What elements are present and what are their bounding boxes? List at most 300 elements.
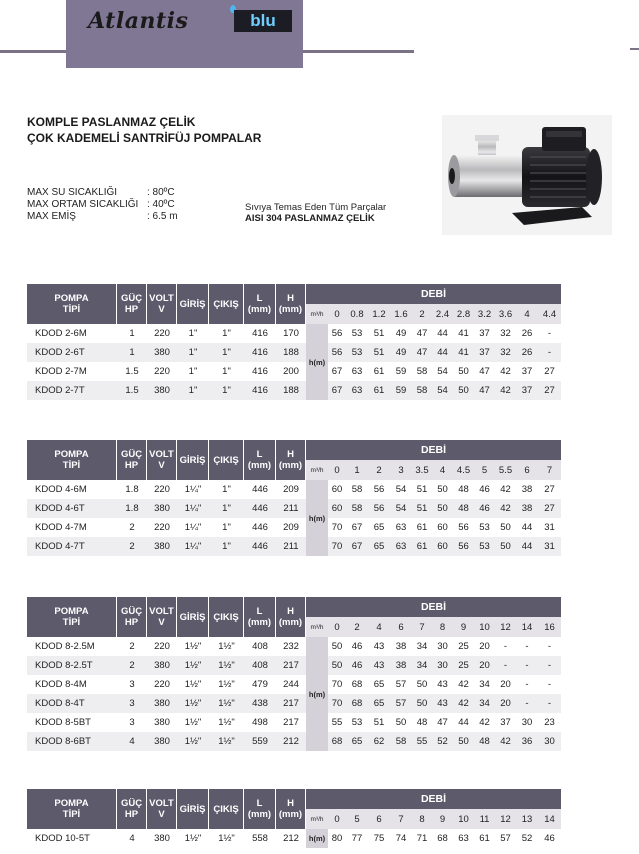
inlet: 1½": [184, 679, 202, 690]
head-value: -: [547, 660, 552, 671]
flow-value: 8: [432, 617, 453, 637]
head-value: 50: [500, 522, 511, 533]
head-value: 68: [351, 698, 363, 709]
head-value: 43: [373, 660, 385, 671]
col-header-cikis: ÇIKIŞ: [209, 789, 244, 829]
head-value: 42: [500, 503, 511, 514]
height-mm: 188: [283, 385, 299, 396]
col-header-pompa: POMPA TİPİ: [27, 284, 117, 324]
head-value: -: [525, 641, 529, 652]
flow-value: 2.8: [453, 304, 474, 324]
flow-value: 5: [346, 809, 368, 829]
head-value: 60: [437, 541, 448, 552]
head-value: 50: [500, 541, 511, 552]
voltage: 380: [154, 698, 170, 709]
height-mm: 217: [283, 698, 299, 709]
head-value: 58: [351, 484, 363, 495]
height-mm: 232: [283, 641, 299, 652]
head-value: 58: [416, 366, 428, 377]
height-mm: 212: [283, 736, 299, 747]
brand-sub: blu: [234, 10, 292, 32]
head-value: 55: [416, 736, 428, 747]
inlet: 1½": [184, 660, 202, 671]
head-value: 70: [331, 541, 343, 552]
voltage: 220: [154, 679, 170, 690]
head-value: 67: [331, 366, 343, 377]
height-mm: 200: [283, 366, 299, 377]
col-header-debi: DEBİ: [306, 284, 561, 304]
head-value: 54: [437, 385, 448, 396]
height-mm: 212: [283, 833, 299, 844]
flow-value: 16: [538, 617, 561, 637]
power-hp: 2: [129, 522, 135, 533]
head-value: 50: [458, 736, 469, 747]
length-mm: 416: [252, 347, 268, 358]
head-value: 50: [416, 698, 428, 709]
outlet: 1½": [218, 833, 235, 844]
head-value: 61: [373, 385, 385, 396]
head-value: 62: [373, 736, 385, 747]
power-hp: 1.5: [125, 366, 139, 377]
head-value: 38: [521, 484, 533, 495]
title-line-1: KOMPLE PASLANMAZ ÇELİK: [27, 115, 196, 129]
spec-label: MAX ORTAM SICAKLIĞI: [27, 199, 139, 210]
col-header-h: H (mm): [276, 284, 306, 324]
inlet: 1½": [184, 833, 202, 844]
head-value: 61: [416, 522, 428, 533]
height-mm: 209: [283, 522, 299, 533]
length-mm: 408: [252, 660, 268, 671]
head-value: 26: [521, 328, 533, 339]
pump-table-kdod-8: [27, 597, 561, 751]
power-hp: 1: [129, 328, 135, 339]
col-header-l: L (mm): [244, 597, 276, 637]
head-value: -: [503, 660, 508, 671]
height-mm: 244: [283, 679, 299, 690]
spec-value: : 40ºC: [147, 199, 175, 210]
flow-value: 2.4: [432, 304, 453, 324]
outlet: 1½": [218, 717, 235, 728]
head-unit: h(m): [306, 829, 328, 848]
length-mm: 479: [252, 679, 268, 690]
inlet: 1¼": [184, 484, 202, 495]
head-value: 42: [479, 717, 490, 728]
col-header-guc: GÜÇ HP: [117, 789, 147, 829]
head-value: 47: [479, 366, 490, 377]
pump-model: KDOD 8-4M: [35, 679, 87, 690]
head-value: 31: [544, 541, 555, 552]
col-header-l: L (mm): [244, 440, 276, 480]
voltage: 380: [154, 833, 170, 844]
head-value: 41: [458, 328, 469, 339]
inlet: 1½": [184, 641, 202, 652]
head-value: 54: [395, 503, 407, 514]
head-value: 50: [437, 484, 448, 495]
power-hp: 3: [129, 698, 135, 709]
head-value: 27: [544, 385, 555, 396]
col-header-h: H (mm): [276, 440, 306, 480]
head-value: 47: [437, 717, 448, 728]
spec-label: MAX EMİŞ: [27, 211, 76, 222]
head-value: 56: [458, 522, 469, 533]
title-line-2: ÇOK KADEMELİ SANTRİFÜJ POMPALAR: [27, 131, 262, 145]
table-row: [27, 537, 561, 556]
head-value: 71: [416, 833, 428, 844]
head-value: 68: [437, 833, 448, 844]
pump-model: KDOD 4-7M: [35, 522, 87, 533]
col-header-guc: GÜÇ HP: [117, 597, 147, 637]
head-value: 30: [437, 660, 448, 671]
head-value: 42: [458, 698, 469, 709]
material-note-line-1: Sıvıya Temas Eden Tüm Parçalar: [245, 202, 387, 213]
table-row: [27, 732, 561, 751]
head-value: 46: [544, 833, 555, 844]
head-value: 63: [395, 522, 407, 533]
head-value: 54: [437, 366, 448, 377]
power-hp: 2: [129, 641, 135, 652]
head-value: 43: [373, 641, 385, 652]
col-header-cikis: ÇIKIŞ: [209, 440, 244, 480]
flow-value: 12: [495, 617, 516, 637]
head-value: 51: [373, 347, 385, 358]
voltage: 220: [154, 522, 170, 533]
head-value: 56: [373, 484, 385, 495]
head-value: 37: [521, 366, 533, 377]
head-value: 50: [437, 503, 448, 514]
inlet: 1": [188, 347, 198, 358]
flow-value: 7: [538, 460, 561, 480]
outlet: 1½": [218, 679, 235, 690]
height-mm: 209: [283, 484, 299, 495]
inlet: 1": [188, 328, 198, 339]
head-value: 59: [395, 366, 407, 377]
head-value: -: [547, 698, 552, 709]
power-hp: 3: [129, 679, 135, 690]
col-header-cikis: ÇIKIŞ: [209, 597, 244, 637]
flow-unit: m³/h: [306, 460, 328, 480]
head-value: 30: [437, 641, 448, 652]
head-value: 27: [544, 484, 555, 495]
head-value: 32: [500, 328, 511, 339]
flow-value: 12: [495, 809, 516, 829]
col-header-debi: DEBİ: [306, 597, 561, 617]
head-value: 53: [351, 717, 363, 728]
head-value: 51: [373, 328, 385, 339]
pump-model: KDOD 8-5BT: [35, 717, 91, 728]
head-value: -: [547, 347, 552, 358]
outlet: 1": [222, 503, 231, 514]
head-value: 41: [458, 347, 469, 358]
height-mm: 188: [283, 347, 299, 358]
flow-value: 3.6: [495, 304, 516, 324]
header-rule-edge: [630, 48, 639, 50]
pump-table-kdod-2: [27, 284, 561, 400]
head-value: 65: [373, 541, 385, 552]
head-value: 42: [500, 385, 511, 396]
head-value: 70: [331, 522, 343, 533]
head-value: 56: [373, 503, 385, 514]
flow-value: 10: [474, 617, 495, 637]
length-mm: 446: [252, 503, 268, 514]
head-value: 32: [500, 347, 511, 358]
head-value: 57: [500, 833, 511, 844]
spec-label: MAX SU SICAKLIĞI: [27, 187, 118, 198]
outlet: 1": [222, 347, 231, 358]
head-value: 37: [479, 347, 490, 358]
spec-value: : 6.5 m: [147, 211, 178, 222]
head-value: 27: [544, 503, 555, 514]
col-header-guc: GÜÇ HP: [117, 284, 147, 324]
flow-value: 1.2: [368, 304, 390, 324]
head-value: 70: [331, 679, 343, 690]
table-row: [27, 637, 561, 656]
head-value: -: [547, 641, 552, 652]
flow-value: 11: [474, 809, 495, 829]
head-value: 20: [500, 698, 511, 709]
head-value: 36: [521, 736, 533, 747]
voltage: 380: [154, 717, 170, 728]
head-value: 57: [395, 679, 407, 690]
flow-value: 3.5: [412, 460, 432, 480]
pump-model: KDOD 2-7M: [35, 366, 87, 377]
table-row: [27, 518, 561, 537]
head-value: 42: [500, 484, 511, 495]
head-value: 53: [479, 541, 490, 552]
voltage: 220: [154, 366, 170, 377]
power-hp: 4: [129, 833, 135, 844]
flow-value: 2: [412, 304, 432, 324]
head-value: 61: [416, 541, 428, 552]
flow-value: 1: [346, 460, 368, 480]
head-value: 48: [479, 736, 490, 747]
table-row: [27, 713, 561, 732]
flow-value: 4: [368, 617, 390, 637]
col-header-h: H (mm): [276, 597, 306, 637]
length-mm: 498: [252, 717, 268, 728]
flow-value: 5.5: [495, 460, 516, 480]
power-hp: 2: [129, 541, 135, 552]
flow-value: 1.6: [390, 304, 412, 324]
head-value: 38: [521, 503, 533, 514]
head-value: 27: [544, 366, 555, 377]
head-value: 20: [479, 641, 490, 652]
table-row: [27, 381, 561, 400]
flow-value: 4: [432, 460, 453, 480]
head-value: 44: [521, 522, 533, 533]
col-header-guc: GÜÇ HP: [117, 440, 147, 480]
head-value: 26: [521, 347, 533, 358]
head-value: 25: [458, 641, 469, 652]
head-value: 46: [351, 641, 363, 652]
head-value: 46: [479, 503, 490, 514]
head-value: 77: [351, 833, 363, 844]
power-hp: 2: [129, 660, 135, 671]
head-value: 53: [351, 347, 363, 358]
head-value: 58: [351, 503, 363, 514]
head-value: 37: [479, 328, 490, 339]
col-header-pompa: POMPA TİPİ: [27, 789, 117, 829]
head-value: 67: [331, 385, 343, 396]
head-value: 20: [479, 660, 490, 671]
head-value: 52: [437, 736, 448, 747]
inlet: 1½": [184, 736, 202, 747]
head-value: 63: [351, 385, 363, 396]
pump-model: KDOD 4-6T: [35, 503, 85, 514]
head-value: 80: [331, 833, 343, 844]
head-value: 44: [458, 717, 469, 728]
head-unit: h(m): [306, 637, 328, 751]
flow-value: 0: [328, 304, 346, 324]
head-value: 37: [500, 717, 511, 728]
col-header-l: L (mm): [244, 284, 276, 324]
head-value: 70: [331, 698, 343, 709]
head-value: 34: [479, 698, 490, 709]
head-value: 67: [351, 541, 363, 552]
flow-value: 14: [516, 617, 538, 637]
pump-model: KDOD 8-4T: [35, 698, 85, 709]
flow-value: 10: [453, 809, 474, 829]
head-value: 53: [479, 522, 490, 533]
col-header-pompa: POMPA TİPİ: [27, 597, 117, 637]
head-value: 60: [331, 484, 343, 495]
flow-value: 9: [432, 809, 453, 829]
head-value: 30: [521, 717, 533, 728]
head-value: 54: [395, 484, 407, 495]
table-row: [27, 656, 561, 675]
head-value: 61: [479, 833, 490, 844]
inlet: 1¼": [184, 522, 202, 533]
col-header-debi: DEBİ: [306, 440, 561, 460]
pump-model: KDOD 2-6T: [35, 347, 85, 358]
inlet: 1": [188, 385, 198, 396]
power-hp: 1.8: [125, 484, 139, 495]
outlet: 1": [222, 328, 231, 339]
spec-value: : 80ºC: [147, 187, 175, 198]
head-value: 34: [479, 679, 490, 690]
col-header-giris: GİRİŞ: [177, 789, 209, 829]
length-mm: 416: [252, 328, 268, 339]
spec-row: [27, 211, 178, 223]
header-rule-right: [302, 50, 414, 53]
head-value: 56: [331, 328, 343, 339]
flow-value: 7: [390, 809, 412, 829]
table-row: [27, 324, 561, 343]
head-value: 49: [395, 328, 407, 339]
col-header-pompa: POMPA TİPİ: [27, 440, 117, 480]
inlet: 1": [188, 366, 198, 377]
head-value: 50: [458, 385, 469, 396]
head-value: 59: [395, 385, 407, 396]
head-value: 65: [373, 522, 385, 533]
head-value: 47: [416, 328, 428, 339]
voltage: 380: [154, 736, 170, 747]
head-unit: h(m): [306, 480, 328, 556]
pump-model: KDOD 8-6BT: [35, 736, 91, 747]
head-value: 56: [458, 541, 469, 552]
head-value: 30: [544, 736, 555, 747]
head-value: 60: [331, 503, 343, 514]
head-value: 74: [395, 833, 407, 844]
flow-value: 5: [474, 460, 495, 480]
col-header-giris: GİRİŞ: [177, 440, 209, 480]
spec-list: [27, 187, 178, 223]
head-value: -: [525, 679, 529, 690]
col-header-volt: VOLT V: [147, 284, 177, 324]
length-mm: 446: [252, 541, 268, 552]
head-value: 48: [458, 503, 469, 514]
col-header-giris: GİRİŞ: [177, 597, 209, 637]
table-row: [27, 675, 561, 694]
head-value: 49: [395, 347, 407, 358]
length-mm: 559: [252, 736, 268, 747]
outlet: 1½": [218, 698, 235, 709]
head-value: 42: [458, 679, 469, 690]
head-value: 25: [458, 660, 469, 671]
power-hp: 1: [129, 347, 135, 358]
outlet: 1½": [218, 660, 235, 671]
col-header-h: H (mm): [276, 789, 306, 829]
outlet: 1": [222, 385, 231, 396]
head-value: 53: [351, 328, 363, 339]
head-value: 50: [331, 641, 343, 652]
voltage: 220: [154, 641, 170, 652]
power-hp: 3: [129, 717, 135, 728]
outlet: 1": [222, 366, 231, 377]
head-value: 68: [331, 736, 343, 747]
flow-unit: m³/h: [306, 809, 328, 829]
outlet: 1": [222, 541, 231, 552]
head-value: -: [547, 679, 552, 690]
spec-row: [27, 187, 178, 199]
power-hp: 1.8: [125, 503, 139, 514]
head-value: 51: [373, 717, 385, 728]
length-mm: 558: [252, 833, 268, 844]
table-row: [27, 829, 561, 848]
head-value: 56: [331, 347, 343, 358]
head-value: 42: [500, 366, 511, 377]
head-value: 42: [500, 736, 511, 747]
head-value: 23: [544, 717, 555, 728]
length-mm: 416: [252, 366, 268, 377]
table-row: [27, 343, 561, 362]
flow-value: 7: [412, 617, 432, 637]
length-mm: 408: [252, 641, 268, 652]
height-mm: 217: [283, 717, 299, 728]
voltage: 380: [154, 503, 170, 514]
flow-value: 13: [516, 809, 538, 829]
height-mm: 217: [283, 660, 299, 671]
pump-model: KDOD 4-6M: [35, 484, 87, 495]
head-value: 44: [521, 541, 533, 552]
table-row: [27, 362, 561, 381]
voltage: 380: [154, 385, 170, 396]
pump-table-kdod-4: [27, 440, 561, 556]
flow-value: 0: [328, 617, 346, 637]
head-value: 48: [458, 484, 469, 495]
head-value: 50: [416, 679, 428, 690]
height-mm: 211: [283, 541, 299, 552]
flow-value: 6: [390, 617, 412, 637]
col-header-l: L (mm): [244, 789, 276, 829]
head-unit: h(m): [306, 324, 328, 400]
col-header-debi: DEBİ: [306, 789, 561, 809]
height-mm: 211: [283, 503, 299, 514]
outlet: 1": [222, 484, 231, 495]
head-value: 46: [479, 484, 490, 495]
flow-value: 0: [328, 809, 346, 829]
head-value: 31: [544, 522, 555, 533]
pump-model: KDOD 8-2.5M: [35, 641, 95, 652]
